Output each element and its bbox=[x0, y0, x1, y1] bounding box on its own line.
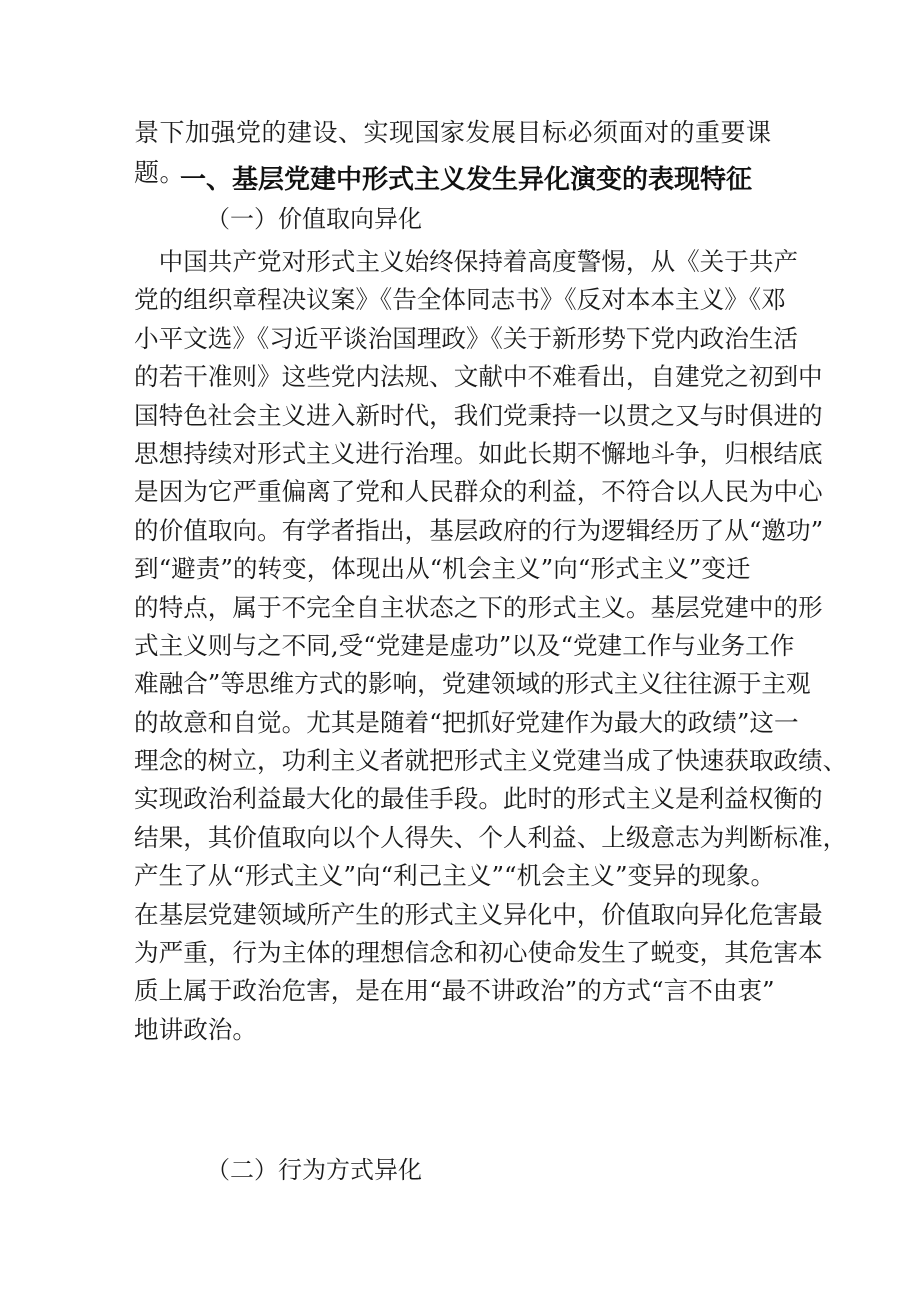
paragraph-line: 难融合”等思维方式的影响，党建领域的形式主义往往源于主观 bbox=[134, 669, 811, 699]
subsection-heading-behavior: （二）行为方式异化 bbox=[206, 1156, 422, 1184]
paragraph-line: 式主义则与之不同,受“党建是虚功”以及“党建工作与业务工作 bbox=[134, 630, 795, 660]
paragraph-line: 的故意和自觉。尤其是随着“把抓好党建作为最大的政绩”这一 bbox=[134, 707, 799, 737]
paragraph-line: 产生了从“形式主义”向“利己主义”“机会主义”变异的现象。 bbox=[134, 861, 776, 891]
paragraph-line: 在基层党建领域所产生的形式主义异化中，价值取向异化危害最 bbox=[134, 899, 823, 929]
paragraph-line: 思想持续对形式主义进行治理。如此长期不懈地斗争，归根结底 bbox=[134, 438, 823, 468]
subsection-heading-value-orientation: （一）价值取向异化 bbox=[206, 205, 422, 233]
paragraph-line: 为严重，行为主体的理想信念和初心使命发生了蜕变，其危害本 bbox=[134, 938, 823, 968]
section-heading: 一、基层党建中形式主义发生异化演变的表现特征 bbox=[180, 165, 753, 195]
paragraph-line: 的价值取向。有学者指出，基层政府的行为逻辑经历了从“邀功” bbox=[134, 515, 824, 545]
paragraph-line: 小平文选》《习近平谈治国理政》《关于新形势下党内政治生活 bbox=[134, 323, 799, 353]
paragraph-line: 国特色社会主义进入新时代，我们党秉持一以贯之又与时俱进的 bbox=[134, 400, 823, 430]
paragraph-line: 是因为它严重偏离了党和人民群众的利益，不符合以人民为中心 bbox=[134, 477, 823, 507]
paragraph-line: 实现政治利益最大化的最佳手段。此时的形式主义是利益权衡的 bbox=[134, 784, 823, 814]
paragraph-line: 党的组织章程决议案》《告全体同志书》《反对本本主义》《邓 bbox=[134, 285, 786, 315]
paragraph-line: 的特点，属于不完全自主状态之下的形式主义。基层党建中的形 bbox=[134, 592, 823, 622]
body-paragraph bbox=[134, 243, 848, 1049]
paragraph-line: 的若干准则》这些党内法规、文献中不难看出，自建党之初到中 bbox=[134, 362, 823, 392]
paragraph-line: 结果，其价值取向以个人得失、个人利益、上级意志为判断标准， bbox=[134, 822, 848, 852]
paragraph-line: 质上属于政治危害，是在用“最不讲政治”的方式“言不由衷” bbox=[134, 976, 775, 1006]
paragraph-line: 理念的树立，功利主义者就把形式主义党建当成了快速获取政绩、 bbox=[134, 746, 848, 776]
paragraph-line: 到“避责”的转变，体现出从“机会主义”向“形式主义”变迁 bbox=[134, 554, 751, 584]
continuation-text: 景下加强党的建设、实现国家发展目标必须面对的重要课题。 bbox=[134, 118, 772, 187]
paragraph-line: 地讲政治。 bbox=[134, 1014, 257, 1044]
paragraph-line: 中国共产党对形式主义始终保持着高度警惕，从《关于共产 bbox=[134, 247, 799, 276]
